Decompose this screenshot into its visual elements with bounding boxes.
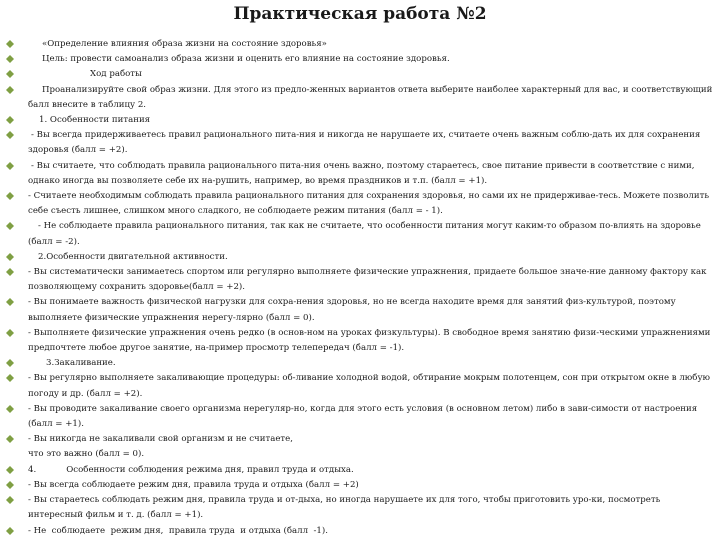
diamond-bullet-icon xyxy=(6,83,16,98)
diamond-bullet-icon xyxy=(6,159,16,174)
diamond-bullet-icon xyxy=(6,52,16,67)
diamond-bullet-icon xyxy=(6,37,16,52)
list-item xyxy=(6,463,718,478)
list-item xyxy=(6,159,718,189)
instruction-text: Проанализируйте свой образ жизни. Для этого из предло-женных вариантов ответа выберите наиболее характерный для вас, и соответствующий балл внесите в таблицу 2. xyxy=(28,84,713,110)
option-text: - Вы проводите закаливание своего организма нерегуляр-но, когда для этого есть условия (в основном летом) либо в зави-симости от настроения (балл = +1). xyxy=(28,403,698,430)
page-title: Практическая работа №2 xyxy=(233,4,487,24)
list-item xyxy=(6,83,718,113)
diamond-bullet-icon xyxy=(6,478,16,493)
list-item xyxy=(6,356,718,371)
goal-text: Цель: провести самоанализ образа жизни и оценить его влияние на состояние здоровья. xyxy=(42,54,450,65)
diamond-bullet-icon xyxy=(6,219,16,234)
option-text: - Не соблюдаете правила рационального питания, так как не считаете, что особенности питания могут каким-то образом по-влиять на здоровье (балл = -2). xyxy=(28,221,701,247)
list-item xyxy=(6,219,718,249)
diamond-bullet-icon xyxy=(6,295,16,310)
diamond-bullet-icon xyxy=(6,493,16,508)
quote-title-text: «Определение влияния образа жизни на состояние здоровья» xyxy=(42,39,327,49)
diamond-bullet-icon xyxy=(6,463,16,478)
diamond-bullet-icon xyxy=(6,128,16,143)
option-text: - Вы всегда придерживаетесь правил рационального пита-ния и никогда не нарушаете их, считаете очень важным соблю-дать их для сохранения здоровья (балл = +2). xyxy=(28,130,701,156)
list-item xyxy=(6,402,718,432)
section-heading-nutrition: 1. Особенности питания xyxy=(39,115,151,126)
list-item xyxy=(6,524,718,539)
diamond-bullet-icon xyxy=(6,371,16,386)
list-item xyxy=(6,326,718,356)
list-item xyxy=(6,67,718,82)
diamond-bullet-icon xyxy=(6,432,16,447)
diamond-bullet-icon xyxy=(6,326,16,341)
option-text: - Вы никогда не закаливали свой организм и не считаете, что это важно (балл = 0). xyxy=(28,434,293,460)
option-text: - Вы регулярно выполняете закаливающие процедуры: об-ливание холодной водой, обтирание мокрым полотенцем, сон при открытом окне в любую погоду и др. (балл = +2). xyxy=(28,373,710,399)
option-text: - Вы систематически занимаетесь спортом или регулярно выполняете физические упражнения, придаете большое значе-ние данному фактору как позволяющему сохранить здоровье(балл = +2). xyxy=(28,267,707,293)
list-item xyxy=(6,52,718,67)
list-item xyxy=(6,371,718,401)
section-heading-activity: 2.Особенности двигательной активности. xyxy=(38,251,228,262)
list-item xyxy=(6,250,718,265)
diamond-bullet-icon xyxy=(6,524,16,539)
diamond-bullet-icon xyxy=(6,189,16,204)
list-item xyxy=(6,265,718,295)
diamond-bullet-icon xyxy=(6,67,16,82)
option-text: - Вы считаете, что соблюдать правила рационального пита-ния очень важно, поэтому стараетесь, свое питание привести в соответствие с ними, однако иногда вы позволяете себе их на-рушить, например, во время праздников и т.п. (балл = +1). xyxy=(28,160,695,186)
option-text: - Вы понимаете важность физической нагрузки для сохра-нения здоровья, но не всегда находите время для занятий физ-культурой, поэтому выполняете физические упражнения нерегу-лярно (балл = 0). xyxy=(28,297,676,323)
list-item xyxy=(6,128,718,158)
option-text: - Выполняете физические упражнения очень редко (в основ-ном на уроках физкультуры). В свободное время занятию физи-ческими упражнениями предпочтете любое другое занятие, на-пример просмотр телепередач (балл = -1). xyxy=(28,327,711,354)
section-heading-regime: 4. Особенности соблюдения режима дня, правил труда и отдыха. xyxy=(28,464,354,475)
diamond-bullet-icon xyxy=(6,113,16,128)
bullet-list xyxy=(6,37,718,539)
procedure-heading: Ход работы xyxy=(90,69,142,80)
list-item xyxy=(6,113,718,128)
option-text: - Не соблюдаете режим дня, правила труда и отдыха (балл -1). xyxy=(28,525,328,536)
option-text: - Вы стараетесь соблюдать режим дня, правила труда и от-дыха, но иногда нарушаете их для того, чтобы приготовить уро-ки, посмотреть интересный фильм и т. д. (балл = +1). xyxy=(28,495,661,521)
list-item xyxy=(6,37,718,52)
section-heading-hardening: 3.Закаливание. xyxy=(46,358,116,369)
list-item xyxy=(6,432,718,462)
list-item xyxy=(6,478,718,493)
option-text: - Вы всегда соблюдаете режим дня, правила труда и отдыха (балл = +2) xyxy=(28,479,359,490)
diamond-bullet-icon xyxy=(6,250,16,265)
diamond-bullet-icon xyxy=(6,265,16,280)
list-item xyxy=(6,493,718,523)
diamond-bullet-icon xyxy=(6,356,16,371)
diamond-bullet-icon xyxy=(6,402,16,417)
list-item xyxy=(6,189,718,219)
option-text: - Считаете необходимым соблюдать правила рационального питания для сохранения здоровья, но сами их не придерживае-тесь. Можете позволить себе съесть лишнее, слишком много сладкого, не соблюдаете режим питания (балл = - 1). xyxy=(28,191,710,217)
list-item xyxy=(6,295,718,325)
